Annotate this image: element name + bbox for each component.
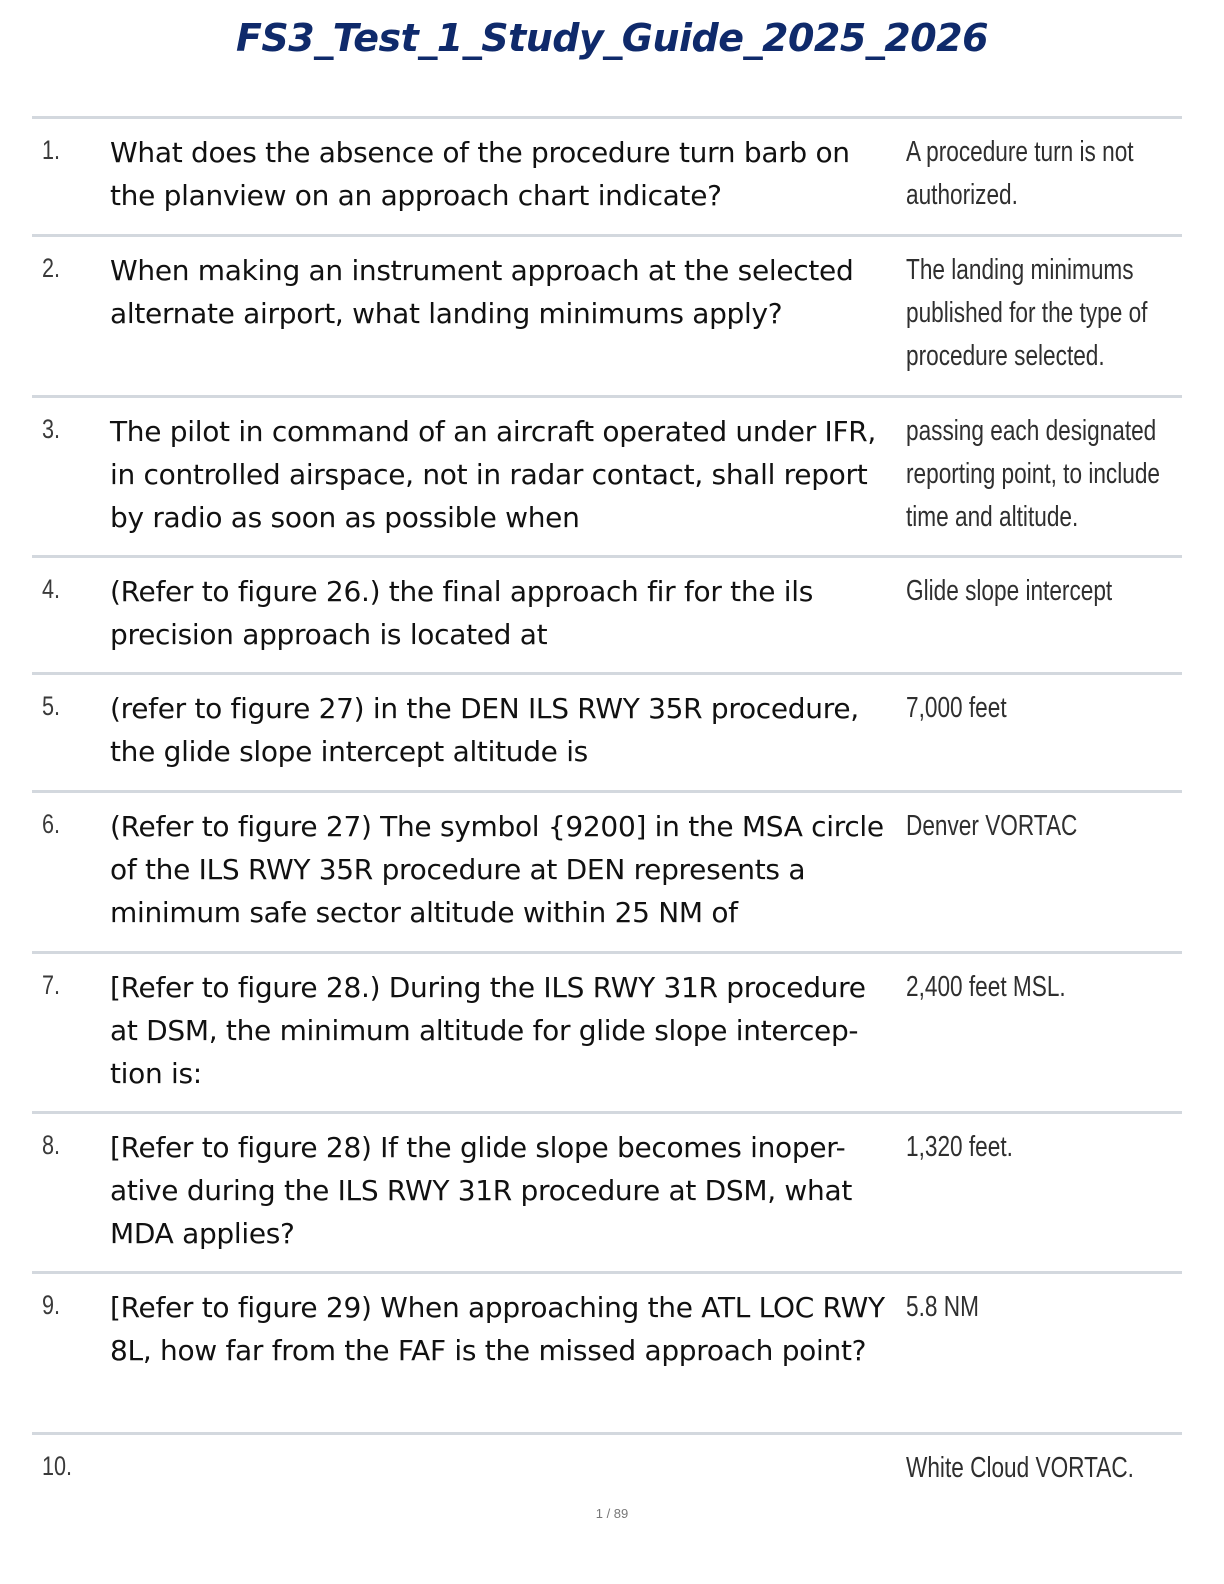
item-number: 5. — [42, 691, 61, 721]
item-answer: A procedure turn is not authorized. — [906, 136, 1134, 211]
item-number: 8. — [42, 1130, 61, 1160]
item-answer: Denver VORTAC — [906, 810, 1078, 842]
item-number: 9. — [42, 1290, 61, 1320]
page-number: 1 / 89 — [595, 1506, 629, 1521]
item-answer: The landing minimums published for the type of procedure selected. — [906, 254, 1148, 372]
item-number: 10. — [42, 1451, 73, 1481]
item-question: The pilot in command of an aircraft operated under IFR, in controlled airspace, not in radar contact, shall report by radio as soon as possible when — [110, 415, 877, 534]
item-question: [Refer to figure 29) When approaching the ATL LOC RWY 8L, how far from the FAF is the missed approach point? — [110, 1291, 885, 1367]
item-question: (Refer to figure 26.) the final approach fir for the ils precision approach is located at — [110, 575, 814, 651]
list-item — [32, 672, 1182, 790]
item-question: When making an instrument approach at the selected alternate airport, what landing minimums apply? — [110, 254, 854, 330]
item-answer: 7,000 feet — [906, 692, 1007, 724]
list-item — [32, 1432, 1182, 1502]
page-title: FS3_Test_1_Study_Guide_2025_2026 — [235, 16, 989, 60]
item-question: [Refer to figure 28) If the glide slope becomes inoper-ative during the ILS RWY 31R procedure at DSM, what MDA applies? — [110, 1131, 852, 1250]
item-question: (refer to figure 27) in the DEN ILS RWY 35R procedure, the glide slope intercept altitude is — [110, 692, 859, 768]
item-number: 6. — [42, 809, 61, 839]
item-question: [Refer to figure 28.) During the ILS RWY 31R procedure at DSM, the minimum altitude for glide slope intercep-tion is: — [110, 971, 866, 1090]
item-question: What does the absence of the procedure turn barb on the planview on an approach chart indicate? — [110, 136, 850, 212]
list-item — [32, 951, 1182, 1111]
item-number: 7. — [42, 970, 61, 1000]
item-number: 3. — [42, 414, 61, 444]
item-number: 1. — [42, 135, 61, 165]
list-item — [32, 1111, 1182, 1271]
item-question: (Refer to figure 27) The symbol {9200] in the MSA circle of the ILS RWY 35R procedure at DEN represents a minimum safe sector altitude within 25 NM of — [110, 810, 884, 929]
list-item — [32, 395, 1182, 555]
item-answer: 1,320 feet. — [906, 1131, 1013, 1163]
list-item — [32, 1271, 1182, 1432]
list-item — [32, 234, 1182, 395]
item-answer: 5.8 NM — [906, 1291, 979, 1323]
item-answer: 2,400 feet MSL. — [906, 971, 1066, 1003]
list-item — [32, 790, 1182, 951]
item-number: 2. — [42, 253, 61, 283]
item-number: 4. — [42, 574, 61, 604]
item-answer: Glide slope intercept — [906, 575, 1113, 607]
item-answer: White Cloud VORTAC. — [906, 1452, 1134, 1484]
question-list — [32, 116, 1182, 1502]
list-item — [32, 116, 1182, 234]
list-item — [32, 555, 1182, 672]
item-answer: passing each designated reporting point, to include time and altitude. — [906, 415, 1161, 533]
